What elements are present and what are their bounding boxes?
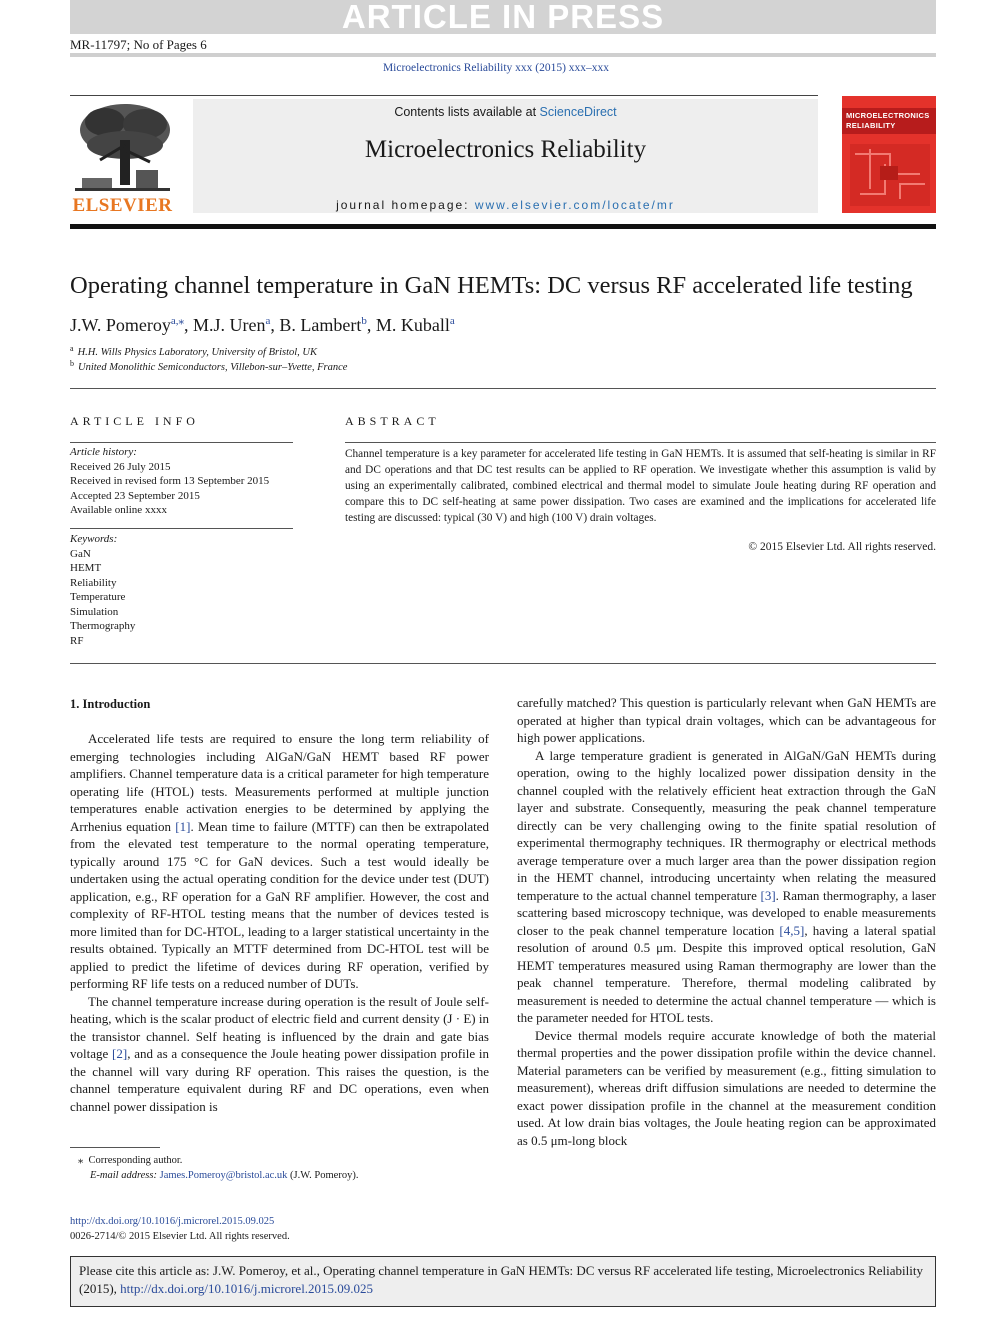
title-divider [70,388,936,389]
journal-homepage-line [193,198,818,212]
author-list [70,315,455,336]
journal-cover-image [842,96,936,213]
body-left-column [70,730,489,1115]
doi-block [70,1214,290,1244]
keywords-label: Keywords: [70,533,118,545]
article-in-press-banner: ARTICLE IN PRESS [70,0,936,34]
cite-doi-link[interactable]: http://dx.doi.org/10.1016/j.microrel.2015.09.025 [120,1281,374,1296]
cover-title-line2: RELIABILITY [846,121,896,130]
article-info-heading: ARTICLE INFO [70,414,199,428]
doi-link[interactable]: http://dx.doi.org/10.1016/j.microrel.2015.09.025 [70,1216,275,1227]
affiliation-label: b [70,358,74,368]
manuscript-id: MR-11797; No of Pages 6 [70,37,207,52]
footnote [70,1153,489,1183]
body-right-column [517,694,936,1149]
cover-circuit-graphic [850,144,930,206]
affiliation-text: H.H. Wills Physics Laboratory, University of Bristol, UK [77,347,318,358]
author-name[interactable]: M.J. Uren [192,315,266,335]
article-info-rule [70,442,293,443]
header-divider [70,53,936,57]
affiliation-a [70,343,318,358]
masthead-top-rule [70,95,818,96]
affiliation-text: United Monolithic Semiconductors, Villebon-sur–Yvette, France [78,362,348,373]
footnote-rule [70,1147,160,1148]
history-accepted: Accepted 23 September 2015 [70,489,200,502]
paragraph: Device thermal models require accurate knowledge of both the material thermal properties and the power dissipation profile within the device channel. Material parameters can be verified by measurement (e.g., fitting simulation to measurement), whereas drift diffusion simulations are needed to determine the exact power dissipation profile in the channel at the measurement condition used. At low drain bias voltages, the Joule heating region can be approximated as 0.5 μm-long block [517,1027,936,1148]
homepage-prefix: journal homepage: [336,198,475,212]
paragraph: Accelerated life tests are required to ensure the long term reliability of emerging technologies including AlGaN/GaN HEMT based RF power amplifiers. Channel temperature data is a critical parameter for high temperature operating life (HTOL) tests. Measurements performed at multiple junction temperatures enable activation energies to be determined by applying the Arrhenius equation [1]. Mean time to failure (MTTF) can then be extrapolated from the elevated test temperature to the normal operating temperature, typically around 175 °C for GaN devices. Such a test would ideally be undertaken using the actual operating condition for the device under test (DUT) application, e.g., RF operation for a GaN RF amplifier. However, the cost and complexity of RF-HTOL testing means that the number of devices tested is more limited than for DC-HTOL, leading to a larger statistical uncertainty in the results obtained. Typically an MTTF determined from DC-HTOL test will be applied to predict the lifetime of devices during RF operation, verified by performing RF life tests on a reduced number of DUTs. [70,731,489,991]
keyword: RF [70,634,84,647]
author-separator: , [270,315,280,335]
citation-link[interactable]: [1] [175,818,191,834]
email-suffix: (J.W. Pomeroy). [287,1170,359,1181]
citation-link[interactable]: [4,5] [779,922,805,938]
abstract-text: Channel temperature is a key parameter for accelerated life testing in GaN HEMTs. It is assumed that self-heating is similar in RF and DC operations and that DC test results can be applied to RF operation. We investigate whether this assumption is valid by using an experimentally calibrated, combined electrical and thermal model to simulate Joule heating during RF operation and compare this to DC self-heating at same power dissipation. Two cases are examined and the implications for accelerated life testing are discussed: typical (30 V) and high (100 V) drain voltages. [345,448,936,524]
paragraph: A large temperature gradient is generated in AlGaN/GaN HEMTs during operation, owing to the highly localized power dissipation density in the channel coupled with the relatively efficient heat extraction through the GaN layer and substrate. Consequently, measuring the peak channel temperature directly can be very challenging owing to the finite spatial resolution of experimental thermography techniques. IR thermography or electrical methods average temperature over a much larger area than the power dissipation region in the HEMT channel, introducing uncertainty when relating the measured temperature to the actual channel temperature [3]. Raman thermography, a laser scattering based microscopy technique, was developed to enable measurements closer to the peak channel temperature location [4,5], having a lateral spatial resolution of around 0.5 μm. Despite this improved optical resolution, GaN HEMT temperatures measured using Raman thermography are lower than the peak channel temperature. Therefore, thermal modeling calibrated by measurement is needed to determine the actual channel temperature — which is the parameter needed for HTOL tests. [517,747,936,1025]
paragraph: The channel temperature increase during operation is the result of Joule self-heating, which is the scalar product of electric field and current density (J · E) in the transistor channel. Self heating is influenced by the drain and gate bias voltage [2], and as a consequence the Joule heating power dissipation profile in the channel will vary during RF operation. This raises the question, is the channel temperature equivalent during RF and DC operations, even when channel power dissipation is [70,993,489,1114]
abstract-rule [345,442,936,443]
author-affiliation-mark[interactable]: a [449,315,455,327]
footnote-marker: ⁎ [78,1155,84,1166]
abstract-copyright: © 2015 Elsevier Ltd. All rights reserved. [748,541,936,553]
author-affiliation-mark[interactable]: a,⁎ [170,315,184,327]
keyword: Simulation [70,605,119,618]
cover-title-line1: MICROELECTRONICS [846,111,930,120]
affiliation-label: a [70,343,74,353]
keywords-list [70,532,135,648]
abstract-heading: ABSTRACT [345,414,440,428]
please-cite-text: Please cite this article as: J.W. Pomeroy, et al., Operating channel temperature in GaN HEMTs: DC versus RF accelerated life testing, Microelectronics Reliability (2015), http://dx.doi.org/10.1016/j.microrel.2015.09.025 [79,1263,923,1296]
author-name[interactable]: B. Lambert [279,315,362,335]
article-title: Operating channel temperature in GaN HEMTs: DC versus RF accelerated life testing [70,272,913,299]
author-name[interactable]: J.W. Pomeroy [70,315,171,335]
author-email-link[interactable]: James.Pomeroy@bristol.ac.uk [159,1170,288,1181]
elsevier-wordmark: ELSEVIER [72,195,173,216]
keywords-rule [70,528,293,529]
citation-link[interactable]: [3] [760,887,776,903]
keyword: Thermography [70,620,136,632]
cover-title [846,111,932,131]
author-separator: , [366,315,376,335]
keyword: Reliability [70,576,117,589]
history-revised: Received in revised form 13 September 2015 [70,475,270,487]
author-separator: , [183,315,193,335]
citation-link[interactable]: [2] [112,1046,128,1061]
journal-name: Microelectronics Reliability [364,136,647,163]
section-heading: 1. Introduction [70,697,151,711]
keyword: HEMT [70,562,102,574]
abstract-divider [70,663,936,664]
keyword: GaN [70,547,91,560]
masthead-bottom-rule [70,224,936,229]
affiliation-b [70,358,348,373]
paragraph: carefully matched? This question is particularly relevant when GaN HEMTs are operated at higher than typical drain voltages, which can be advantageous for high power applications. [517,695,936,745]
email-label: E-mail address: [90,1170,160,1181]
contents-prefix: Contents lists available at [394,105,540,119]
article-history [70,445,269,518]
homepage-link[interactable]: www.elsevier.com/locate/mr [474,198,675,212]
author-affiliation-mark[interactable]: b [361,315,367,327]
author-name[interactable]: M. Kuball [375,315,450,335]
history-label: Article history: [70,446,137,458]
author-affiliation-mark[interactable]: a [265,315,271,327]
sciencedirect-link[interactable]: ScienceDirect [539,105,617,119]
keyword: Temperature [70,591,126,603]
contents-available-line [193,105,818,119]
history-online: Available online xxxx [70,504,167,516]
history-received: Received 26 July 2015 [70,460,171,473]
corresponding-author: Corresponding author. [88,1155,183,1166]
issn-line: 0026-2714/© 2015 Elsevier Ltd. All rights reserved. [70,1231,290,1242]
journal-citation-link[interactable]: Microelectronics Reliability xxx (2015) xxx–xxx [382,62,610,74]
